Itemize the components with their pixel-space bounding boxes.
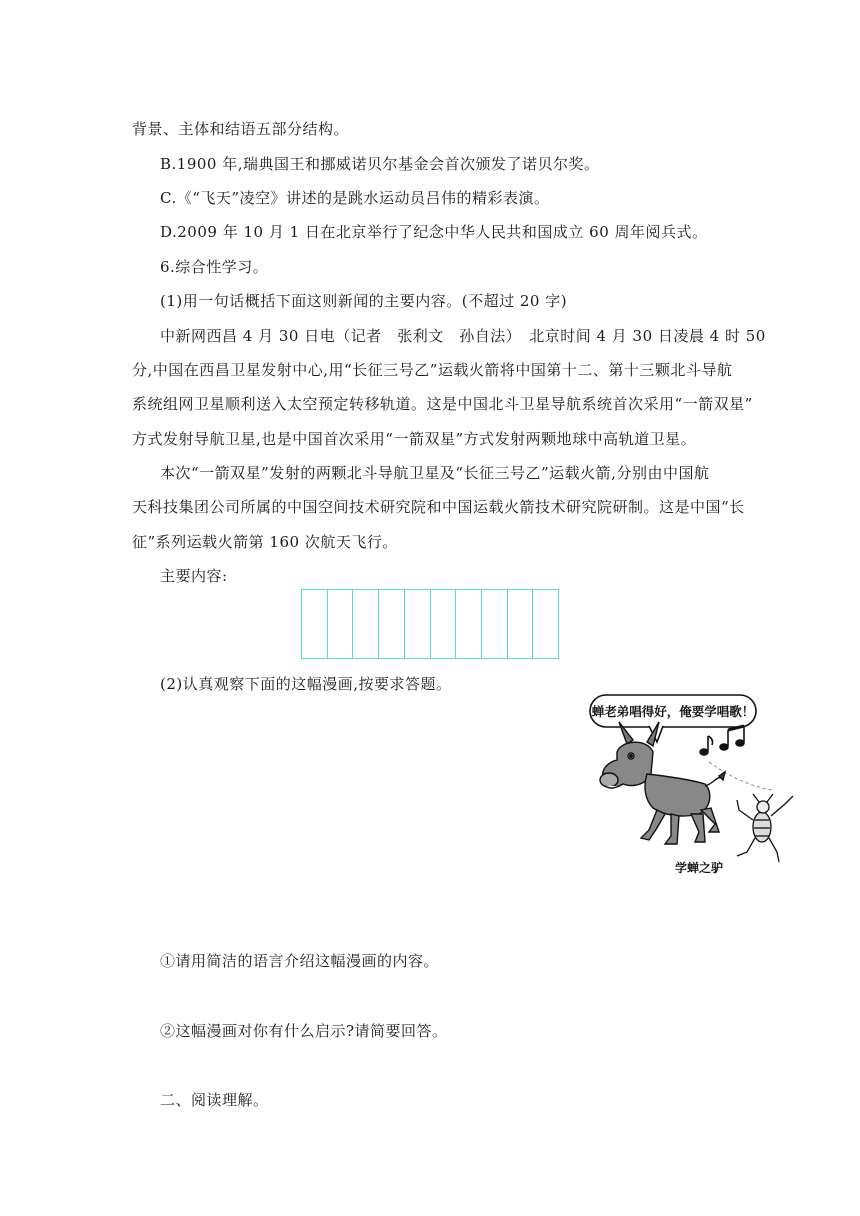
section-2-heading: 二、阅读理解。 (160, 1091, 269, 1109)
answer-cell[interactable] (405, 590, 431, 658)
news-line: 天科技集团公司所属的中国空间技术研究院和中国运载火箭技术研究院研制。这是中国“长 (132, 498, 745, 516)
answer-cell[interactable] (353, 590, 379, 658)
news-line: 征”系列运载火箭第 160 次航天飞行。 (132, 533, 398, 551)
option-d: D.2009 年 10 月 1 日在北京举行了纪念中华人民共和国成立 60 周年阅兵式。 (160, 223, 708, 241)
cicada-figure (737, 794, 793, 862)
news-line: 中新网西昌 4 月 30 日电（记者 张利文 孙自法） 北京时间 4 月 30 日凌晨 4 时 50 (160, 327, 766, 345)
donkey-figure (600, 722, 725, 844)
answer-cell[interactable] (456, 590, 482, 658)
text-line: 背景、主体和结语五部分结构。 (132, 120, 350, 138)
main-content-label: 主要内容: (160, 567, 228, 585)
answer-cell[interactable] (482, 590, 508, 658)
cartoon-caption: 学蝉之驴 (674, 861, 724, 875)
cartoon-svg (587, 692, 812, 877)
answer-cell[interactable] (379, 590, 405, 658)
option-b: B.1900 年,瑞典国王和挪威诺贝尔基金会首次颁发了诺贝尔奖。 (160, 155, 600, 173)
news-line: 分,中国在西昌卫星发射中心,用“长征三号乙”运载火箭将中国第十二、第十三颗北斗导航 (132, 361, 733, 379)
speech-bubble-text: 蝉老弟唱得好，俺要学唱歌！ (591, 704, 755, 719)
answer-cell[interactable] (328, 590, 354, 658)
news-line: 方式发射导航卫星,也是中国首次采用“一箭双星”方式发射两颗地球中高轨道卫星。 (132, 430, 697, 448)
answer-cell[interactable] (302, 590, 328, 658)
question-6-2-a: ①请用简洁的语言介绍这幅漫画的内容。 (160, 952, 440, 970)
answer-cell[interactable] (431, 590, 457, 658)
news-line: 系统组网卫星顺利送入太空预定转移轨道。这是中国北斗卫星导航系统首次采用“一箭双星” (132, 395, 753, 413)
question-6-1: (1)用一句话概括下面这则新闻的主要内容。(不超过 20 字) (160, 292, 568, 310)
option-c: C.《“飞天”凌空》讲述的是跳水运动员吕伟的精彩表演。 (160, 189, 550, 207)
answer-cell[interactable] (508, 590, 534, 658)
question-6-2: (2)认真观察下面的这幅漫画,按要求答题。 (160, 675, 452, 693)
answer-grid[interactable] (301, 589, 559, 659)
question-6-2-b: ②这幅漫画对你有什么启示?请简要回答。 (160, 1022, 448, 1040)
question-6-heading: 6.综合性学习。 (160, 258, 269, 276)
cartoon-illustration (587, 692, 812, 877)
news-line: 本次“一箭双星”发射的两颗北斗导航卫星及“长征三号乙”运载火箭,分别由中国航 (160, 464, 710, 482)
answer-cell[interactable] (533, 590, 558, 658)
music-notes-icon (700, 726, 744, 755)
